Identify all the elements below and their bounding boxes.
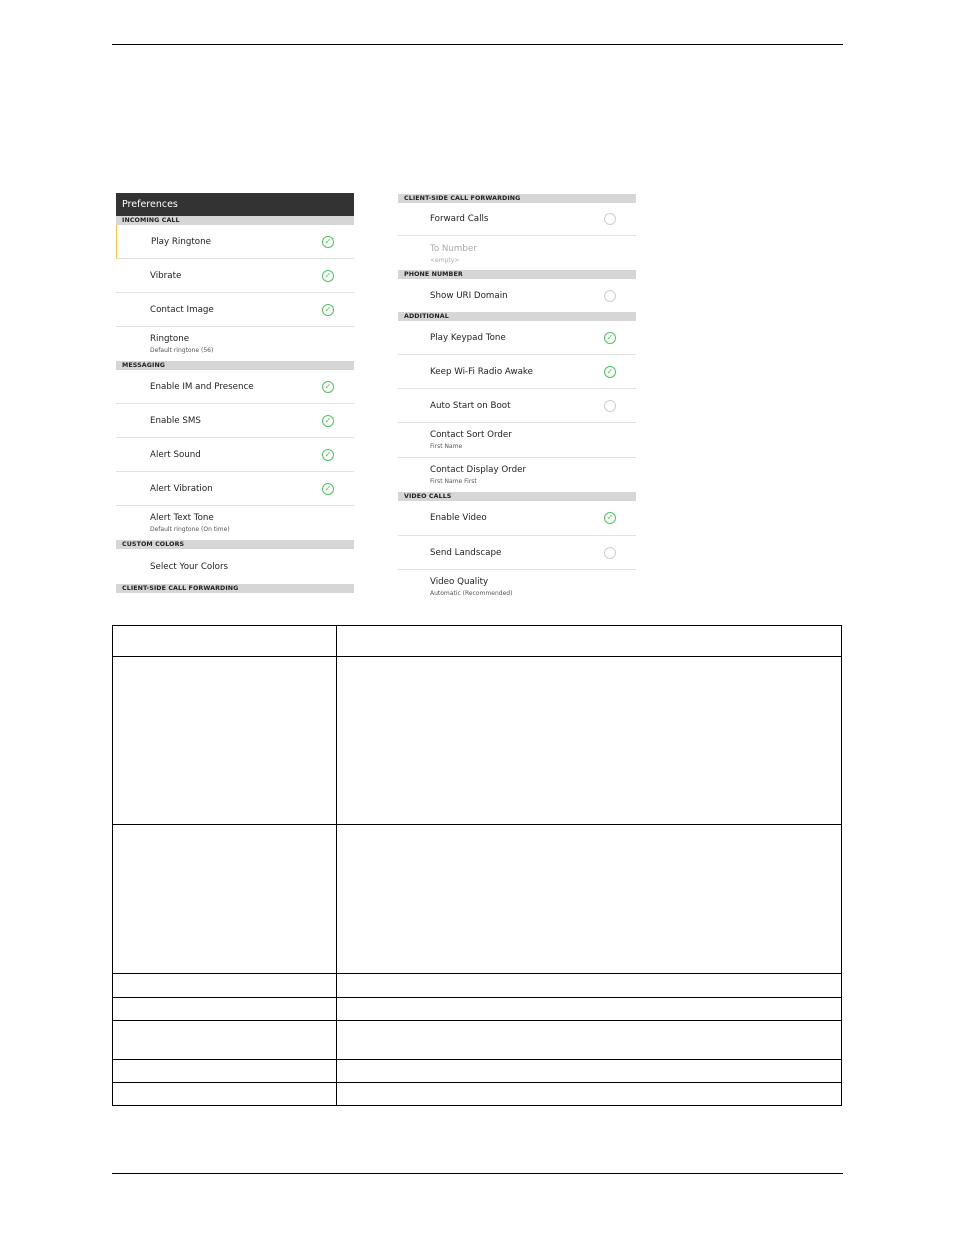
pref-label: Enable Video <box>430 513 487 523</box>
table-cell <box>113 1060 337 1083</box>
section-custom-colors: CUSTOM COLORS <box>116 540 354 549</box>
pref-contact-display-order[interactable] <box>398 458 636 492</box>
pref-enable-video[interactable] <box>398 501 636 536</box>
preferences-panel-right <box>398 194 636 614</box>
check-circle-icon[interactable]: ✓ <box>322 483 334 495</box>
table-cell <box>113 974 337 998</box>
table-cell <box>337 974 842 998</box>
pref-sublabel: First Name <box>430 443 463 450</box>
pref-label: Contact Sort Order <box>430 430 512 440</box>
pref-label: Contact Display Order <box>430 465 527 475</box>
section-client-side-forwarding: CLIENT-SIDE CALL FORWARDING <box>398 194 636 203</box>
pref-label: Enable IM and Presence <box>150 381 254 392</box>
table-row <box>113 626 842 657</box>
pref-sublabel: Automatic (Recommended) <box>430 590 513 597</box>
pref-alert-vibration[interactable] <box>116 472 354 506</box>
table-cell <box>113 998 337 1021</box>
pref-forward-calls[interactable] <box>398 203 636 236</box>
table-cell <box>113 626 337 657</box>
pref-label: Auto Start on Boot <box>430 400 511 411</box>
table-cell <box>113 1021 337 1060</box>
section-video-calls: VIDEO CALLS <box>398 492 636 501</box>
table-cell <box>113 1083 337 1106</box>
pref-vibrate[interactable] <box>116 259 354 293</box>
page-title: Preferences <box>116 193 354 216</box>
section-phone-number: PHONE NUMBER <box>398 270 636 279</box>
pref-label: Play Ringtone <box>151 236 211 247</box>
table-cell <box>113 657 337 825</box>
pref-label: Contact Image <box>150 304 214 315</box>
header-rule <box>112 44 843 45</box>
pref-enable-im[interactable] <box>116 370 354 404</box>
table-cell <box>337 998 842 1021</box>
pref-to-number <box>398 236 636 270</box>
table-row <box>113 974 842 998</box>
empty-circle-icon[interactable] <box>604 400 616 412</box>
check-circle-icon[interactable]: ✓ <box>604 512 616 524</box>
table-row <box>113 825 842 974</box>
pref-contact-image[interactable] <box>116 293 354 327</box>
pref-label: Vibrate <box>150 270 182 281</box>
table-cell <box>337 825 842 974</box>
pref-play-keypad-tone[interactable] <box>398 321 636 355</box>
pref-sublabel: Default ringtone (On time) <box>150 526 230 533</box>
table-row <box>113 1083 842 1106</box>
table-cell <box>337 1021 842 1060</box>
pref-play-ringtone[interactable] <box>116 225 354 259</box>
table-row <box>113 1060 842 1083</box>
check-circle-icon[interactable]: ✓ <box>322 381 334 393</box>
table-cell <box>337 1083 842 1106</box>
preferences-panel-left <box>116 193 354 605</box>
pref-send-landscape[interactable] <box>398 536 636 570</box>
pref-label: Play Keypad Tone <box>430 332 506 343</box>
pref-contact-sort-order[interactable] <box>398 423 636 458</box>
pref-video-quality[interactable] <box>398 570 636 604</box>
pref-label: Alert Sound <box>150 449 201 460</box>
table-cell <box>337 657 842 825</box>
table-cell <box>113 825 337 974</box>
pref-label: Select Your Colors <box>150 561 229 572</box>
table-cell <box>337 626 842 657</box>
footer-rule <box>112 1173 843 1174</box>
check-circle-icon[interactable]: ✓ <box>322 236 334 248</box>
description-table <box>112 625 842 1106</box>
table-row <box>113 998 842 1021</box>
pref-sublabel: <empty> <box>430 257 460 264</box>
section-messaging: MESSAGING <box>116 361 354 370</box>
pref-alert-sound[interactable] <box>116 438 354 472</box>
pref-ringtone[interactable] <box>116 327 354 361</box>
pref-label: To Number <box>430 244 477 254</box>
table-row <box>113 657 842 825</box>
section-incoming-call: INCOMING CALL <box>116 216 354 225</box>
section-client-side-forwarding: CLIENT-SIDE CALL FORWARDING <box>116 584 354 593</box>
pref-label: Video Quality <box>430 577 489 587</box>
check-circle-icon[interactable]: ✓ <box>322 449 334 461</box>
empty-circle-icon[interactable] <box>604 547 616 559</box>
pref-sublabel: Default ringtone (56) <box>150 347 214 354</box>
check-circle-icon[interactable]: ✓ <box>322 415 334 427</box>
pref-label: Forward Calls <box>430 214 489 224</box>
pref-label: Send Landscape <box>430 547 502 558</box>
pref-auto-start-boot[interactable] <box>398 389 636 423</box>
empty-circle-icon[interactable] <box>604 213 616 225</box>
check-circle-icon[interactable]: ✓ <box>322 304 334 316</box>
pref-label: Show URI Domain <box>430 290 508 301</box>
check-circle-icon[interactable]: ✓ <box>322 270 334 282</box>
pref-label: Alert Text Tone <box>150 513 214 523</box>
table-row <box>113 1021 842 1060</box>
pref-label: Ringtone <box>150 334 190 344</box>
pref-label: Enable SMS <box>150 415 201 426</box>
pref-alert-text-tone[interactable] <box>116 506 354 540</box>
check-circle-icon[interactable]: ✓ <box>604 366 616 378</box>
pref-keep-wifi-awake[interactable] <box>398 355 636 389</box>
section-additional: ADDITIONAL <box>398 312 636 321</box>
pref-sublabel: First Name First <box>430 478 477 485</box>
pref-label: Keep Wi-Fi Radio Awake <box>430 366 533 377</box>
empty-circle-icon[interactable] <box>604 290 616 302</box>
check-circle-icon[interactable]: ✓ <box>604 332 616 344</box>
pref-enable-sms[interactable] <box>116 404 354 438</box>
pref-select-colors[interactable] <box>116 549 354 584</box>
pref-label: Alert Vibration <box>150 483 213 494</box>
table-cell <box>337 1060 842 1083</box>
pref-show-uri-domain[interactable] <box>398 279 636 312</box>
